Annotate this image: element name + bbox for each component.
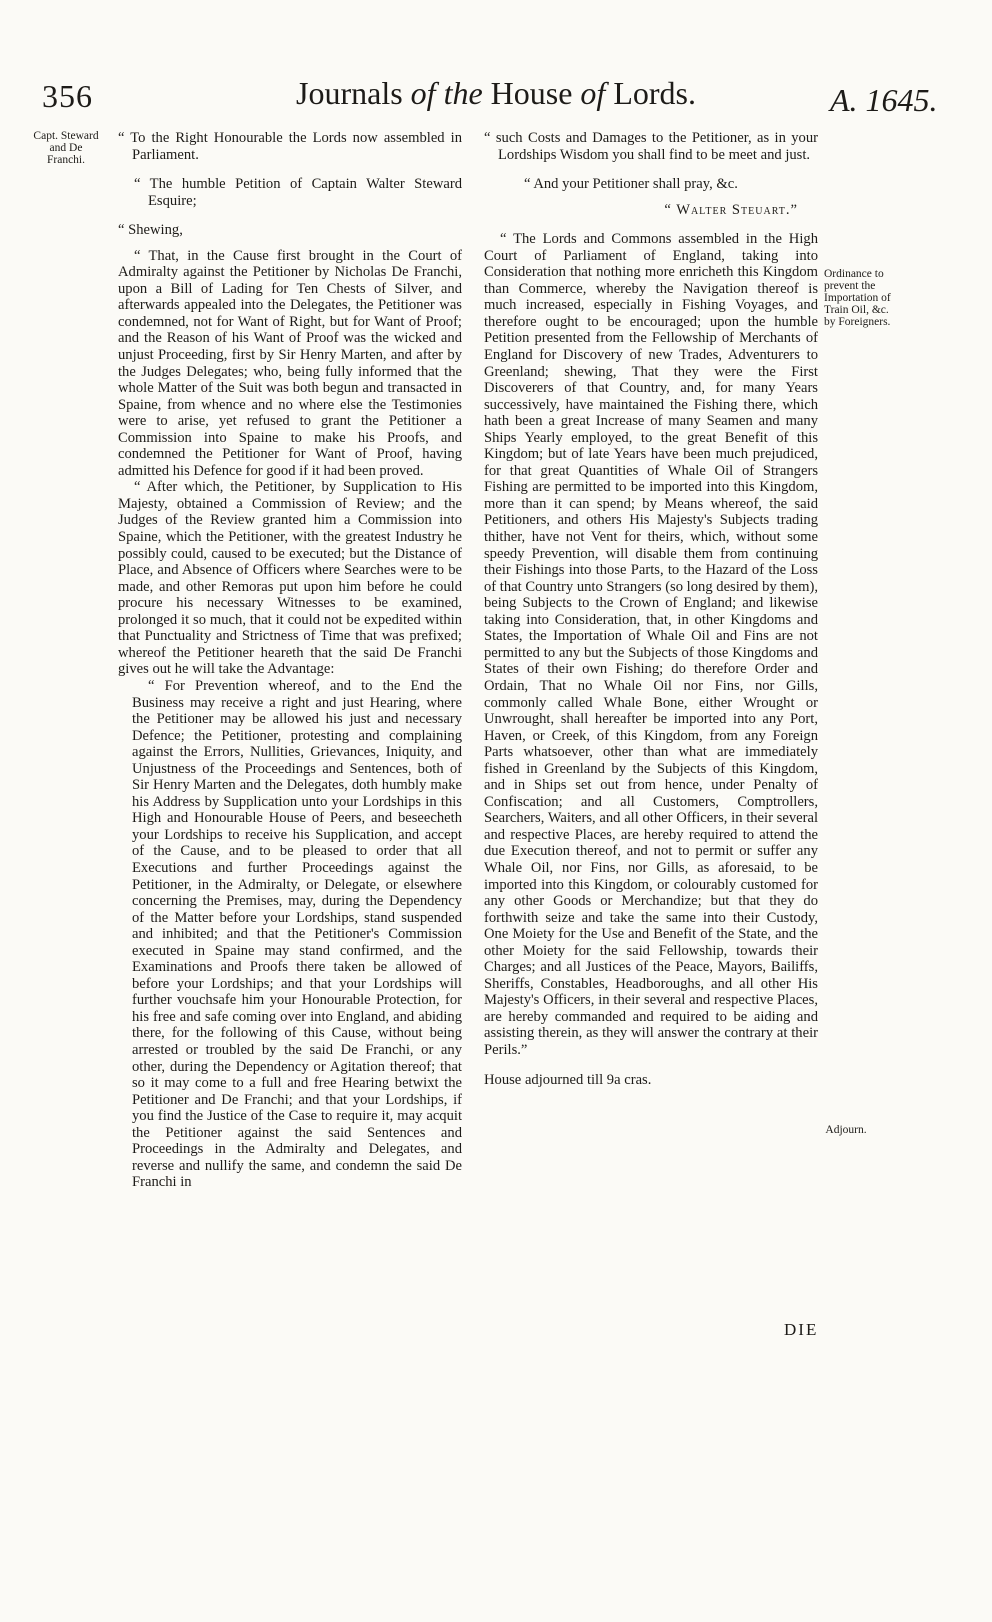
petition-shewing: “ Shewing, (118, 222, 183, 239)
left-column (118, 130, 462, 1191)
page-number: 356 (42, 78, 93, 114)
petition-address: “ To the Right Honourable the Lords now assembled in Parliament. (118, 130, 462, 163)
margin-note-adjourn: Adjourn. (825, 1124, 867, 1136)
petition-paragraph: “ For Prevention whereof, and to the End the Business may receive a right and just Hearing, where the Petitioner may be allowed his just and necessary Defence; the Petitioner, protesting and complaining against the Errors, Nullities, Grievances, Iniquity, and Unjustness of the Proceedings and Sentences, both of Sir Henry Marten and the Delegates, doth humbly make his Address by Supplication unto your Lordships in this High and Honourable House of Peers, and beseecheth your Lordships to receive his Supplication, and accept of the Cause, and to be pleased to order that all Executions and further Proceedings against the Petitioner, in the Admiralty, or Delegate, or elsewhere concerning the Premises, may, during the Dependency of the Matter before your Lordships, stand suspended and inhibited; and that the Petitioner's Commission executed in Spaine may stand confirmed, and the Examinations and Proofs there taken be allowed of before your Lordships; and that your Lordships will further vouchsafe him your Honourable Protection, for his free and safe coming over into England, and abiding there, for the following of this Cause, without being arrested or troubled by the said De Franchi, or any other, during the Dependency or Agitation thereof; that so it may come to a full and free Hearing betwixt the Petitioner and De Franchi; and that your Lordships, if you find the Justice of the Case to require it, may acquit the Petitioner against the said Sentences and Proceedings in the Admiralty and Delegates, and reverse and nullify the same, and condemn the said De Franchi in (132, 677, 462, 1191)
petition-prayer: “ And your Petitioner shall pray, &c. (524, 176, 738, 193)
margin-note-ordinance: Ordinance to prevent the Importation of Train Oil, &c. by Foreigners. (824, 268, 891, 328)
petition-paragraph: “ That, in the Cause first brought in the Court of Admiralty against the Petitioner by Nicholas De Franchi, upon a Bill of Lading for Ten Chests of Silver, and afterwards appealed into the Delegates, the Petitioner was condemned, not for Want of Right, but for Want of Proof; and the Reason of his Want of Proof was the wicked and unjust Proceeding, first by Sir Henry Marten, and after by the Judges Delegates; who, being fully informed that the whole Matter of the Suit was both begun and transacted in Spaine, from whence and no where else the Testimonies were to arise, yet refused to grant the Petitioner a Commission into Spaine to make his Proofs, and condemned the Petitioner for Want of Proof, having admitted his Defence for good if it had been proved. (118, 247, 462, 479)
petition-conclusion: “ such Costs and Damages to the Petitioner, as in your Lordships Wisdom you shall find to be meet and just. (484, 130, 818, 163)
ordinance-text: “ The Lords and Commons assembled in the High Court of Parliament of England, taking into Consideration that nothing more enricheth this Kingdom than Commerce, whereby the Navigation thereof is much increased, especially in Fishing Voyages, and therefore ought to be encouraged; upon the humble Petition presented from the Fellowship of Merchants of England for Discovery of new Trades, Adventurers to Greenland; shewing, That they were the First Discoverers of that Country, and, for many Years successively, have maintained the Fishing there, which hath been a great Increase of many Seamen and many Ships Yearly employed, to the great Benefit of this Kingdom; but of late Years have been much prejudiced, for that great Quantities of Whale Oil of Strangers Fishing are permitted to be imported into this Kingdom, more than it can spend; by Means whereof, the said Petitioners, and others His Majesty's Subjects trading thither, have not Vent for theirs, which, without some speedy Prevention, will disable them from continuing their Fishings into those Parts, to the Hazard of the Loss of that Country unto Strangers (so long desired by them), being Subjects to the Crown of England; and likewise taking into Consideration, that, in other Kingdoms and States, the Importation of Whale Oil and Fins are not permitted to any but the Subjects of those Kingdoms and States of their own Fishing; do therefore Order and Ordain, That no Whale Oil nor Fins, nor Gills, commonly called Whale Bone, either Wrought or Unwrought, shall hereafter be imported into any Port, Haven, or Creek, of this Kingdom, from any Foreign Parts whatsoever, other than what are immediately fished in Greenland by the Subjects of this Kingdom, and in Ships set out from hence, under Penalty of Confiscation; and all Customers, Comptrollers, Searchers, Waiters, and all other Officers, in their several and respective Places, are hereby required to attend the due Execution thereof, and not to permit or suffer any Whale Oil, nor Fins, nor Gills, as aforesaid, to be imported into this Kingdom, or colourably customed for any other Goods or Merchandize; but that they do forthwith seize and take the same into their Custody, One Moiety for the Use and Benefit of the State, and the other Moiety for the said Fellowship, towards their Charges; and all Justices of the Peace, Mayors, Bailiffs, Sheriffs, Constables, Headboroughs, and all other His Majesty's Officers, in their several and respective Places, are hereby commanded and required to be aiding and assisting therein, as they will answer the contrary at their Perils.” (484, 231, 818, 1058)
catchword: DIE (784, 1320, 819, 1339)
petition-paragraph: “ After which, the Petitioner, by Supplication to His Majesty, obtained a Commission of Review; and the Judges of the Review granted him a Commission into Spaine, which the Petitioner, with the greatest Industry he possibly could, caused to be executed; but the Distance of Place, and Absence of Officers where Searches were to be made, and other Remoras put upon him before he could procure his necessary Witnesses to be examined, prolonged it so much, that it could not be expedited within that Punctuality and Strictness of Time that was prefixed; whereof the Petitioner heareth that the said De Franchi gives out he will take the Advantage: (118, 479, 462, 678)
year: A. 1645. (830, 82, 938, 118)
running-title: Journals of the House of Lords. (296, 75, 696, 111)
right-column (484, 130, 818, 1088)
adjournment-entry: House adjourned till 9a cras. (484, 1071, 652, 1088)
petition-signature: “ Walter Steuart.” (664, 201, 798, 218)
margin-note-steward: Capt. Steward and De Franchi. (33, 130, 99, 166)
petition-title: “ The humble Petition of Captain Walter Steward Esquire; (134, 176, 462, 209)
